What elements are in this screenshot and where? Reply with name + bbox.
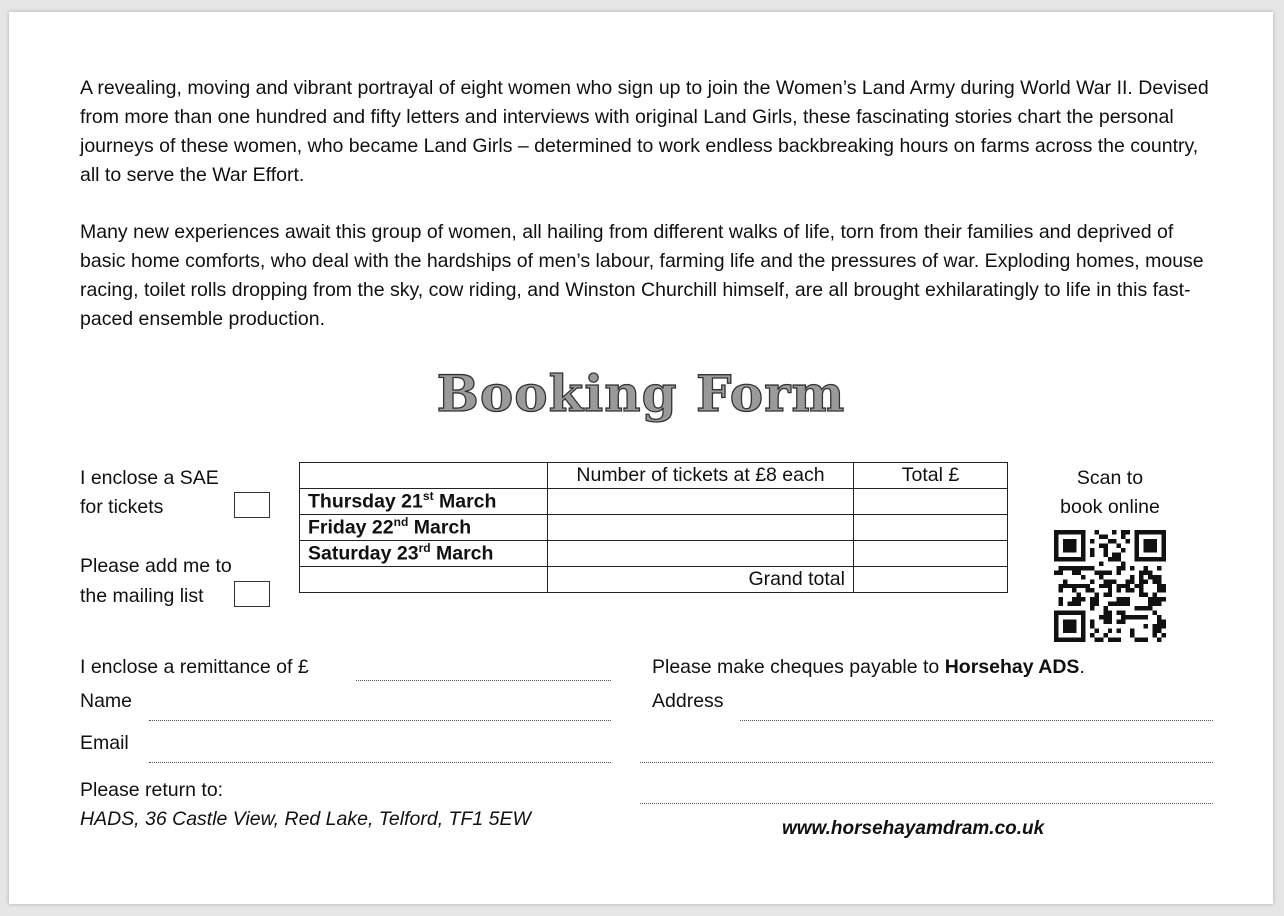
table-header-row — [300, 463, 1008, 489]
remittance-field[interactable] — [356, 680, 611, 681]
total-cell[interactable] — [854, 515, 1008, 541]
table-row — [300, 489, 1008, 515]
return-address: HADS, 36 Castle View, Red Lake, Telford, TF1 5EW — [80, 808, 531, 830]
total-cell[interactable] — [854, 541, 1008, 567]
booking-form-heading: Booking Form — [436, 364, 846, 423]
email-label: Email — [80, 732, 129, 754]
tickets-table — [299, 462, 1008, 593]
sae-checkbox[interactable] — [234, 492, 270, 518]
table-row — [300, 541, 1008, 567]
tickets-count-cell[interactable] — [548, 541, 854, 567]
return-label: Please return to: — [80, 779, 224, 801]
payee-name: Horsehay ADS — [944, 656, 1080, 678]
cheques-note: Please make cheques payable to Horsehay ADS. — [652, 656, 1085, 678]
total-cell[interactable] — [854, 489, 1008, 515]
performance-date: Saturday 23rd March — [300, 541, 548, 567]
address-field-line1[interactable] — [740, 720, 1213, 721]
grand-total-label: Grand total — [548, 567, 854, 593]
sae-label-line1: I enclose a SAE — [80, 467, 219, 489]
performance-date: Thursday 21st March — [300, 489, 548, 515]
intro-paragraph-1: A revealing, moving and vibrant portrayal of eight women who sign up to join the Women’s Land Army during World War II. Devised from more than one hundred and fifty letters and interviews with original Land Girls, these fascinating stories chart the personal journeys of these women, who became Land Girls – determined to work endless backbreaking hours on farms across the country, all to serve the War Effort. — [80, 77, 1209, 186]
grand-total-empty-cell — [300, 567, 548, 593]
tickets-count-cell[interactable] — [548, 515, 854, 541]
address-field-line2[interactable] — [640, 762, 1213, 763]
booking-card — [9, 12, 1273, 904]
address-label: Address — [652, 690, 724, 712]
performance-date: Friday 22nd March — [300, 515, 548, 541]
name-label: Name — [80, 690, 133, 712]
mailing-label-line2: the mailing list — [80, 585, 204, 607]
header-tickets: Number of tickets at £8 each — [548, 463, 854, 489]
qr-code-icon[interactable] — [1054, 530, 1166, 642]
email-field[interactable] — [149, 762, 611, 763]
tickets-count-cell[interactable] — [548, 489, 854, 515]
remittance-label: I enclose a remittance of £ — [80, 656, 309, 678]
address-field-line3[interactable] — [640, 803, 1213, 804]
mailing-list-checkbox[interactable] — [234, 581, 270, 607]
grand-total-cell[interactable] — [854, 567, 1008, 593]
mailing-label-line1: Please add me to — [80, 555, 232, 577]
website-link[interactable]: www.horsehayamdram.co.uk — [782, 818, 1045, 839]
table-row — [300, 515, 1008, 541]
intro-paragraph-2: Many new experiences await this group of women, all hailing from different walks of life, torn from their families and deprived of basic home comforts, who deal with the hardships of men’s labour, farming life and the pressures of war. Exploding homes, mouse racing, toilet rolls dropping from the sky, cow riding, and Winston Churchill himself, are all brought exhilaratingly to life in this fast-paced ensemble production. — [80, 221, 1204, 330]
name-field[interactable] — [149, 720, 611, 721]
qr-caption-line2: book online — [1060, 496, 1160, 518]
header-total: Total £ — [854, 463, 1008, 489]
grand-total-row — [300, 567, 1008, 593]
qr-caption-line1: Scan to — [1076, 467, 1144, 489]
sae-label-line2: for tickets — [80, 496, 164, 518]
header-empty-cell — [300, 463, 548, 489]
